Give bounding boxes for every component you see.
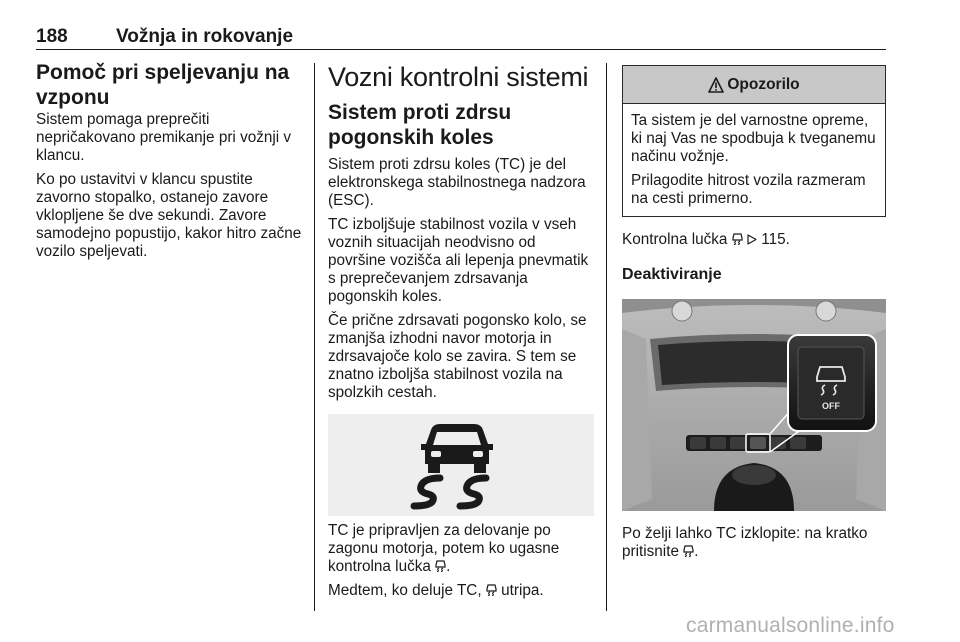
deactivation-paragraph: Po želji lahko TC izklopite: na kratko pritisnite . — [622, 525, 868, 560]
column-driving-control-systems — [328, 60, 594, 600]
warning-body — [623, 104, 885, 216]
header-divider — [36, 49, 886, 50]
column-divider-2 — [606, 63, 607, 611]
zoom-off-label: OFF — [822, 401, 840, 411]
traction-control-small-icon — [732, 233, 743, 245]
column-divider-1 — [314, 63, 315, 611]
warning-triangle-icon — [708, 77, 724, 93]
page-number: 188 — [36, 26, 68, 47]
column-warning-and-deactivation — [622, 60, 886, 561]
page-reference-arrow-icon — [747, 234, 757, 245]
deactivation-heading: Deaktiviranje — [622, 266, 722, 283]
center-console-illustration — [622, 299, 886, 511]
indicator-reference: Kontrolna lučka 115. — [622, 231, 790, 248]
traction-control-small-icon — [683, 545, 694, 557]
hill-start-paragraph-2: Ko po ustavitvi v klancu spustite zavorno stopalko, ostanejo zavore vklopljene še dve sekundi. Zavore samodejno popustijo, kakor hitro začne vozilo speljevati. — [36, 171, 302, 260]
hill-start-paragraph-1: Sistem pomaga preprečiti nepričakovano premikanje pri vožnji v klancu. — [36, 111, 292, 164]
watermark: carmanualsonline.info — [686, 614, 895, 637]
tc-paragraph-4: TC je pripravljen za delovanje po zagonu motorja, potem ko ugasne kontrolna lučka . — [328, 522, 560, 575]
warning-paragraph-2: Prilagodite hitrost vozila razmeram na cesti primerno. — [631, 172, 866, 207]
tc-paragraph-5: Medtem, ko deluje TC, utripa. — [328, 582, 544, 599]
dashboard-switch-photo — [622, 299, 886, 511]
warning-paragraph-1: Ta sistem je del varnostne opreme, ki naj Vas ne spodbuja k tveganemu načinu vožnje. — [631, 112, 876, 165]
indicator-page-ref: 115. — [761, 231, 790, 248]
warning-title: Opozorilo — [727, 75, 800, 93]
section-heading: Vozni kontrolni sistemi — [328, 62, 589, 92]
tc-paragraph-1: Sistem proti zdrsu koles (TC) je del elektronskega stabilnostnega nadzora (ESC). — [328, 156, 586, 209]
tc-paragraph-2: TC izboljšuje stabilnost vozila v vseh voznih situacijah neodvisno od površine vozišča ali lepenja pnevmatik s preprečevanjem zdrsavanja pogonskih koles. — [328, 216, 589, 305]
chapter-title: Vožnja in rokovanje — [116, 26, 294, 47]
traction-control-small-icon — [486, 584, 497, 596]
warning-header — [623, 66, 885, 104]
traction-control-heading: Sistem proti zdrsu pogonskih koles — [328, 101, 512, 149]
warning-box — [622, 65, 886, 217]
tc-paragraph-3: Če prične zdrsavati pogonsko kolo, se zmanjša izhodni navor motorja in zdrsavajoče kolo se zavira. S tem se znatno izboljša stabilnost vozila na spolzkih cestah. — [328, 312, 587, 401]
column-hill-start-assist — [36, 60, 308, 261]
traction-control-small-icon — [435, 560, 446, 572]
hill-start-heading: Pomoč pri speljevanju na vzponu — [36, 61, 290, 109]
traction-control-icon — [328, 414, 594, 516]
traction-control-figure — [328, 414, 594, 516]
